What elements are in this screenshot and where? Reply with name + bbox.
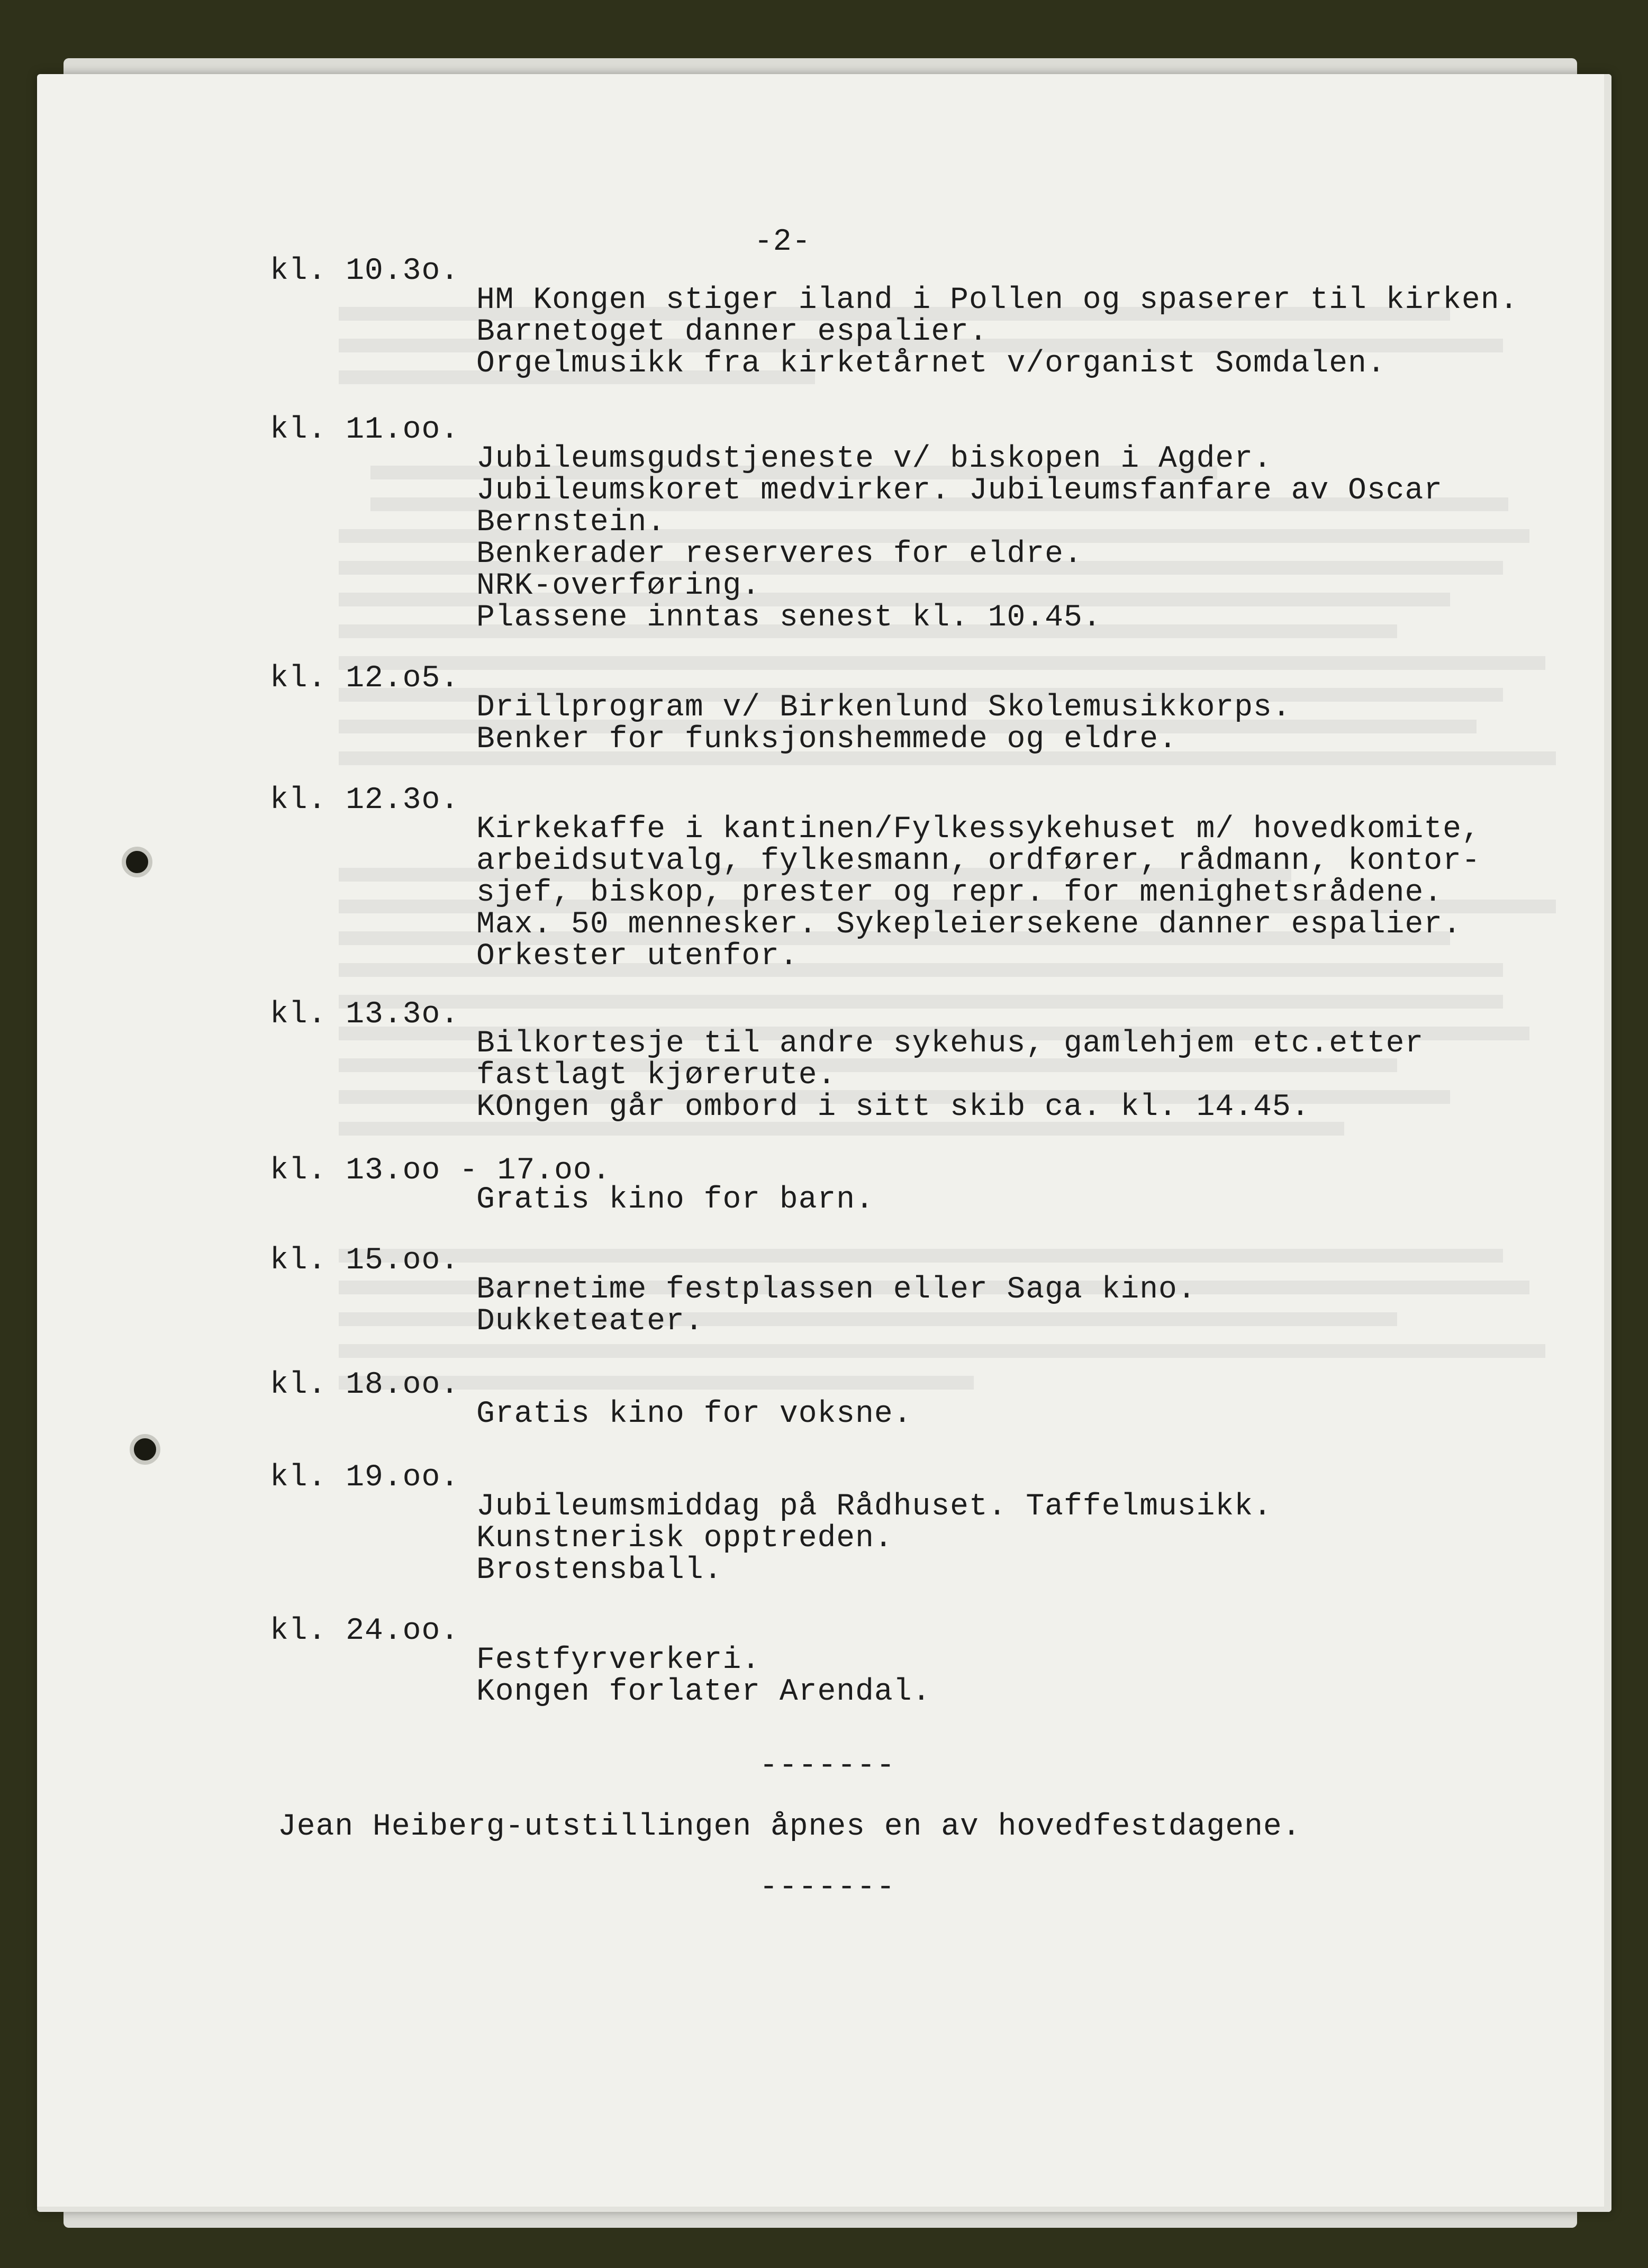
schedule-line: Festfyrverkeri. xyxy=(476,1643,761,1677)
schedule-line: Jubileumsmiddag på Rådhuset. Taffelmusikk. xyxy=(476,1490,1272,1524)
schedule-time: kl. 15.oo. xyxy=(270,1244,460,1278)
schedule-time: kl. 18.oo. xyxy=(270,1368,460,1402)
schedule-time: kl. 13.3o. xyxy=(270,997,460,1032)
schedule-line: NRK-overføring. xyxy=(476,569,761,603)
schedule-time: kl. 19.oo. xyxy=(270,1460,460,1495)
schedule-time: kl. 12.3o. xyxy=(270,783,460,818)
schedule-line: Dukketeater. xyxy=(476,1304,704,1339)
schedule-line: Orkester utenfor. xyxy=(476,939,799,974)
schedule-lines xyxy=(476,692,1291,756)
schedule-line: arbeidsutvalg, fylkesmann, ordfører, rådmann, kontor- xyxy=(476,844,1481,878)
schedule-line: Bernstein. xyxy=(476,505,666,540)
schedule-line: Kunstnerisk opptreden. xyxy=(476,1521,893,1556)
schedule-lines xyxy=(476,1184,874,1216)
page-number: -2- xyxy=(754,225,811,259)
schedule-lines xyxy=(476,1645,931,1708)
schedule-time: kl. 11.oo. xyxy=(270,413,460,447)
schedule-line: Plassene inntas senest kl. 10.45. xyxy=(476,601,1102,635)
schedule-time: kl. 24.oo. xyxy=(270,1614,460,1648)
schedule-line: Drillprogram v/ Birkenlund Skolemusikkorps. xyxy=(476,691,1291,725)
schedule-lines xyxy=(476,1028,1424,1123)
schedule-lines xyxy=(476,1274,1197,1338)
schedule-time: kl. 12.o5. xyxy=(270,661,460,696)
schedule-line: Barnetime festplassen eller Saga kino. xyxy=(476,1273,1197,1307)
schedule-line: Kirkekaffe i kantinen/Fylkessykehuset m/ hovedkomite, xyxy=(476,812,1481,847)
schedule-lines xyxy=(476,285,1518,380)
separator-rule: ------- xyxy=(759,1871,896,1905)
schedule-line: Orgelmusikk fra kirketårnet v/organist Somdalen. xyxy=(476,347,1386,381)
schedule-line: Jubileumsgudstjeneste v/ biskopen i Agder. xyxy=(476,442,1272,476)
schedule-line: Jubileumskoret medvirker. Jubileumsfanfare av Oscar xyxy=(476,474,1443,508)
schedule-line: HM Kongen stiger iland i Pollen og spaserer til kirken. xyxy=(476,283,1519,317)
separator-rule: ------- xyxy=(759,1749,896,1783)
schedule-line: sjef, biskop, prester og repr. for menighetsrådene. xyxy=(476,876,1443,910)
schedule-line: Max. 50 mennesker. Sykepleiersekene danner espalier. xyxy=(476,908,1462,942)
schedule-line: Kongen forlater Arendal. xyxy=(476,1675,931,1709)
schedule-line: Benkerader reserveres for eldre. xyxy=(476,537,1083,571)
schedule-line: Bilkortesje til andre sykehus, gamlehjem etc.etter xyxy=(476,1027,1424,1061)
schedule-line: Gratis kino for barn. xyxy=(476,1183,874,1217)
schedule-time: kl. 13.oo - 17.oo. xyxy=(270,1154,611,1188)
schedule-lines xyxy=(476,814,1481,973)
schedule-line: Benker for funksjonshemmede og eldre. xyxy=(476,722,1178,757)
schedule-time: kl. 10.3o. xyxy=(270,254,460,288)
schedule-lines xyxy=(476,1491,1272,1586)
schedule-lines xyxy=(476,1399,912,1430)
schedule-line: Brostensball. xyxy=(476,1553,723,1587)
schedule-line: Barnetoget danner espalier. xyxy=(476,315,988,349)
schedule-line: Gratis kino for voksne. xyxy=(476,1397,912,1431)
closing-note: Jean Heiberg-utstillingen åpnes en av hovedfestdagene. xyxy=(278,1810,1301,1844)
schedule-line: KOngen går ombord i sitt skib ca. kl. 14.45. xyxy=(476,1090,1310,1124)
schedule-line: fastlagt kjørerute. xyxy=(476,1058,837,1093)
schedule-lines xyxy=(476,443,1443,634)
